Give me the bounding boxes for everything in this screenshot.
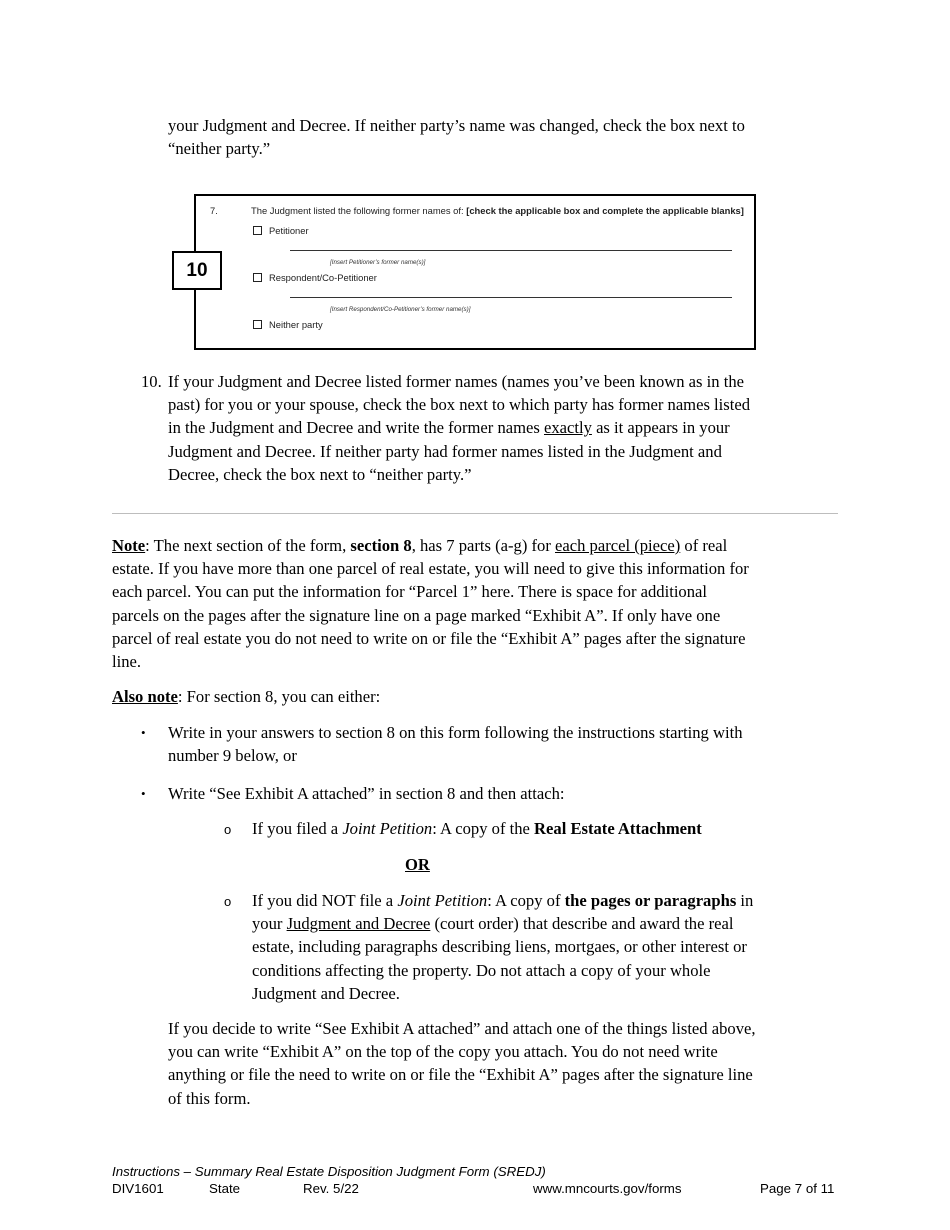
- footer-form-code: DIV1601: [112, 1181, 164, 1196]
- footer-revision: Rev. 5/22: [303, 1181, 359, 1196]
- sub-bullet-1: If you filed a Joint Petition: A copy of the Real Estate Attachment: [252, 819, 702, 838]
- bullet-2: Write “See Exhibit A attached” in section 8 and then attach:: [168, 784, 565, 803]
- respondent-name-line: [290, 297, 732, 298]
- form-intro: The Judgment listed the following former names of: [check the applicable box and complete the applicable blanks]: [251, 205, 744, 216]
- form-excerpt-box: [194, 194, 756, 350]
- callout-number: 10: [172, 251, 222, 290]
- also-note: Also note: For section 8, you can either:: [112, 687, 381, 706]
- neither-option: Neither party: [253, 319, 323, 330]
- top-line-2: “neither party.”: [168, 139, 271, 159]
- petitioner-name-line: [290, 250, 732, 251]
- form-item-number: 7.: [210, 205, 218, 216]
- respondent-option: Respondent/Co-Petitioner: [253, 272, 377, 283]
- petitioner-option: Petitioner: [253, 225, 309, 236]
- top-paragraph: [168, 114, 745, 160]
- closing-paragraph: If you decide to write “See Exhibit A attached” and attach one of the things listed above, you can write “Exhibit A” on the top of the copy you attach. You do not need write anything or file the need to write on or file the “Exhibit A” pages after the signature line of this form.: [168, 1019, 756, 1108]
- footer-title: Instructions – Summary Real Estate Disposition Judgment Form (SREDJ): [112, 1164, 546, 1179]
- note-paragraph: Note: The next section of the form, section 8, has 7 parts (a-g) for each parcel (piece) of real estate. If you have more than one parcel of real estate, you will need to give this information for each parcel. You can put the information for “Parcel 1” here. There is space for additional parcels on the pages after the signature line on a page marked “Exhibit A”. If only have one parcel of real estate you do not need to write on or file the “Exhibit A” pages after the signature line.: [112, 536, 749, 672]
- footer-page-number: Page 7 of 11: [760, 1181, 835, 1196]
- footer-url: www.mncourts.gov/forms: [533, 1181, 682, 1196]
- bullet-1: Write in your answers to section 8 on this form following the instructions starting with number 9 below, or: [168, 723, 743, 766]
- footer-state: State: [209, 1181, 241, 1196]
- respondent-checkbox: [253, 273, 262, 282]
- petitioner-hint: [Insert Petitioner’s former name(s)]: [330, 259, 426, 266]
- bullet-dot: •: [141, 786, 146, 801]
- top-line-1: your Judgment and Decree. If neither party’s name was changed, check the box next to: [168, 116, 745, 135]
- sub-bullet-marker: o: [224, 822, 232, 837]
- or-separator: OR: [405, 855, 430, 874]
- exactly-emphasis: exactly: [544, 418, 592, 438]
- note-label: Note: [112, 536, 146, 555]
- also-note-label: Also note: [112, 687, 178, 706]
- neither-checkbox: [253, 320, 262, 329]
- respondent-hint: [Insert Respondent/Co-Petitioner’s former name(s)]: [330, 306, 471, 313]
- item-10-number: 10.: [141, 372, 162, 391]
- item-10-text: If your Judgment and Decree listed former names (names you’ve been known as in the past) for you or your spouse, check the box next to which party has former names listed in the Judgment and Decree and write the former names exactly as it appears in your Judgment and Decree. If neither party had former names listed in the Judgment and Decree, check the box next to “neither party.”: [168, 372, 751, 484]
- section-divider: [112, 513, 838, 514]
- sub-bullet-2: If you did NOT file a Joint Petition: A copy of the pages or paragraphs in your Judgment and Decree (court order) that describe and award the real estate, including paragraphs describing liens, mortgaes, or other interest or conditions affecting the property. Do not attach a copy of your whole Judgment and Decree.: [252, 891, 754, 1003]
- sub-bullet-marker: o: [224, 894, 232, 909]
- petitioner-checkbox: [253, 226, 262, 235]
- bullet-dot: •: [141, 725, 146, 740]
